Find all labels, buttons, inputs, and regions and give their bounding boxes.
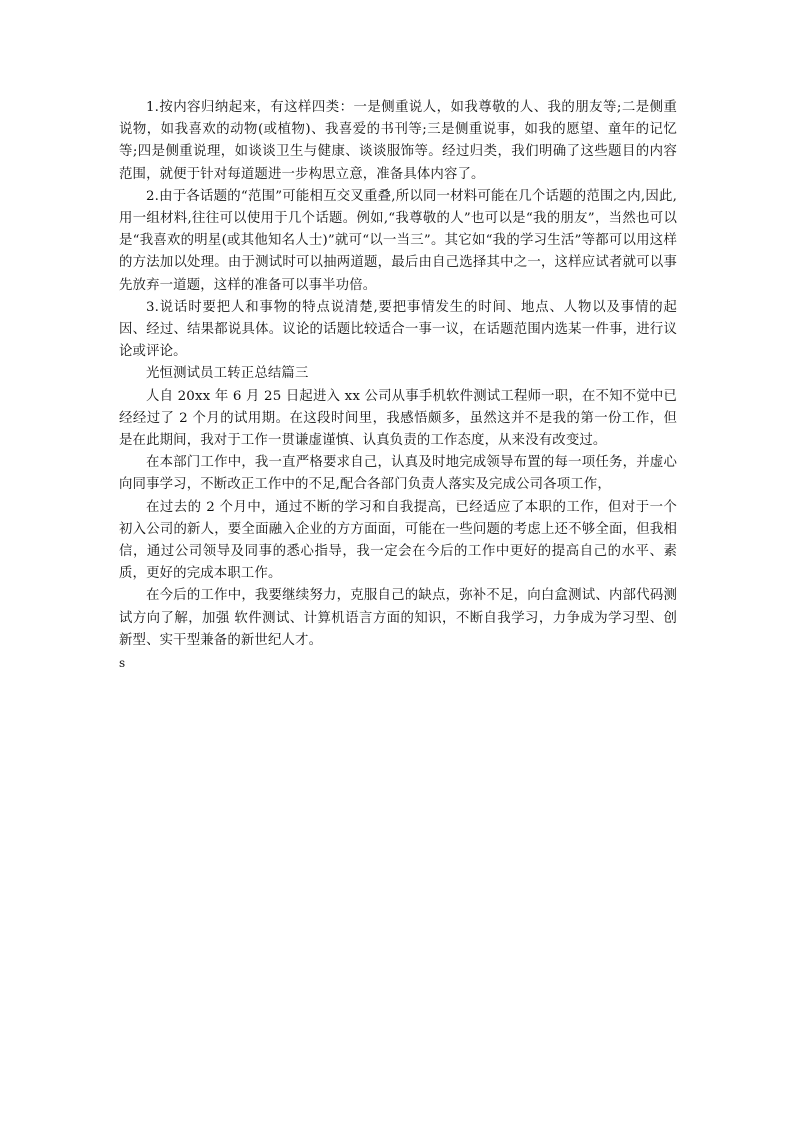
paragraph-future-plans: 在今后的工作中，我要继续努力，克服自己的缺点，弥补不足，向白盒测试、内部代码测试方向了解，加强 软件测试、计算机语言方面的知识，不断自我学习，力争成为学习型、创新型、实干型兼备的新世纪人才。 [119, 588, 677, 648]
paragraph-content-categories: 1.按内容归纳起来，有这样四类：一是侧重说人，如我尊敬的人、我的朋友等;二是侧重说物，如我喜欢的动物(或植物)、我喜爱的书刊等;三是侧重说事，如我的愿望、童年的记忆等;四是侧重说理，如谈谈卫生与健康、谈谈服饰等。经过归类，我们明确了这些题目的内容范围，就便于针对每道题进一步构思立意，准备具体内容了。 [119, 100, 677, 182]
footer-mark: s [119, 656, 126, 671]
paragraph-probation-intro: 人自 20xx 年 6 月 25 日起进入 xx 公司从事手机软件测试工程师一职，在不知不觉中已经经过了 2 个月的试用期。在这段时间里，我感悟颇多，虽然这并不是我的第一份工作，但是在此期间，我对于工作一贯谦虚谨慎、认真负责的工作态度，从来没有改变过。 [119, 388, 677, 449]
document-body [119, 97, 677, 674]
paragraph-department-work: 在本部门工作中，我一直严格要求自己，认真及时地完成领导布置的每一项任务，并虚心向同事学习，不断改正工作中的不足,配合各部门负责人落实及完成公司各项工作， [119, 455, 677, 493]
paragraph-speaking-tips: 3.说话时要把人和事物的特点说清楚,要把事情发生的时间、地点、人物以及事情的起因、经过、结果都说具体。议论的话题比较适合一事一议，在话题范围内选某一件事，进行议论或评论。 [119, 299, 677, 360]
paragraph-overlapping-topics: 2.由于各话题的“范围”可能相互交叉重叠,所以同一材料可能在几个话题的范围之内,因此,用一组材料,往往可以使用于几个话题。例如,“我尊敬的人”也可以是“我的朋友”，当然也可以是“我喜欢的明星(或其他知名人士)”就可“以一当三”。其它如“我的学习生活”等都可以用这样的方法加以处理。由于测试时可以抽两道题，最后由自己选择其中之一，这样应试者就可以事先放弃一道题，这样的准备可以事半功倍。 [119, 188, 677, 293]
paragraph-past-two-months: 在过去的 2 个月中，通过不断的学习和自我提高，已经适应了本职的工作，但对于一个初入公司的新人，要全面融入企业的方方面面，可能在一些问题的考虑上还不够全面，但我相信，通过公司领导及同事的悉心指导，我一定会在今后的工作中更好的提高自己的水平、素质，更好的完成本职工作。 [119, 499, 677, 582]
section-title: 光恒测试员工转正总结篇三 [146, 366, 309, 382]
